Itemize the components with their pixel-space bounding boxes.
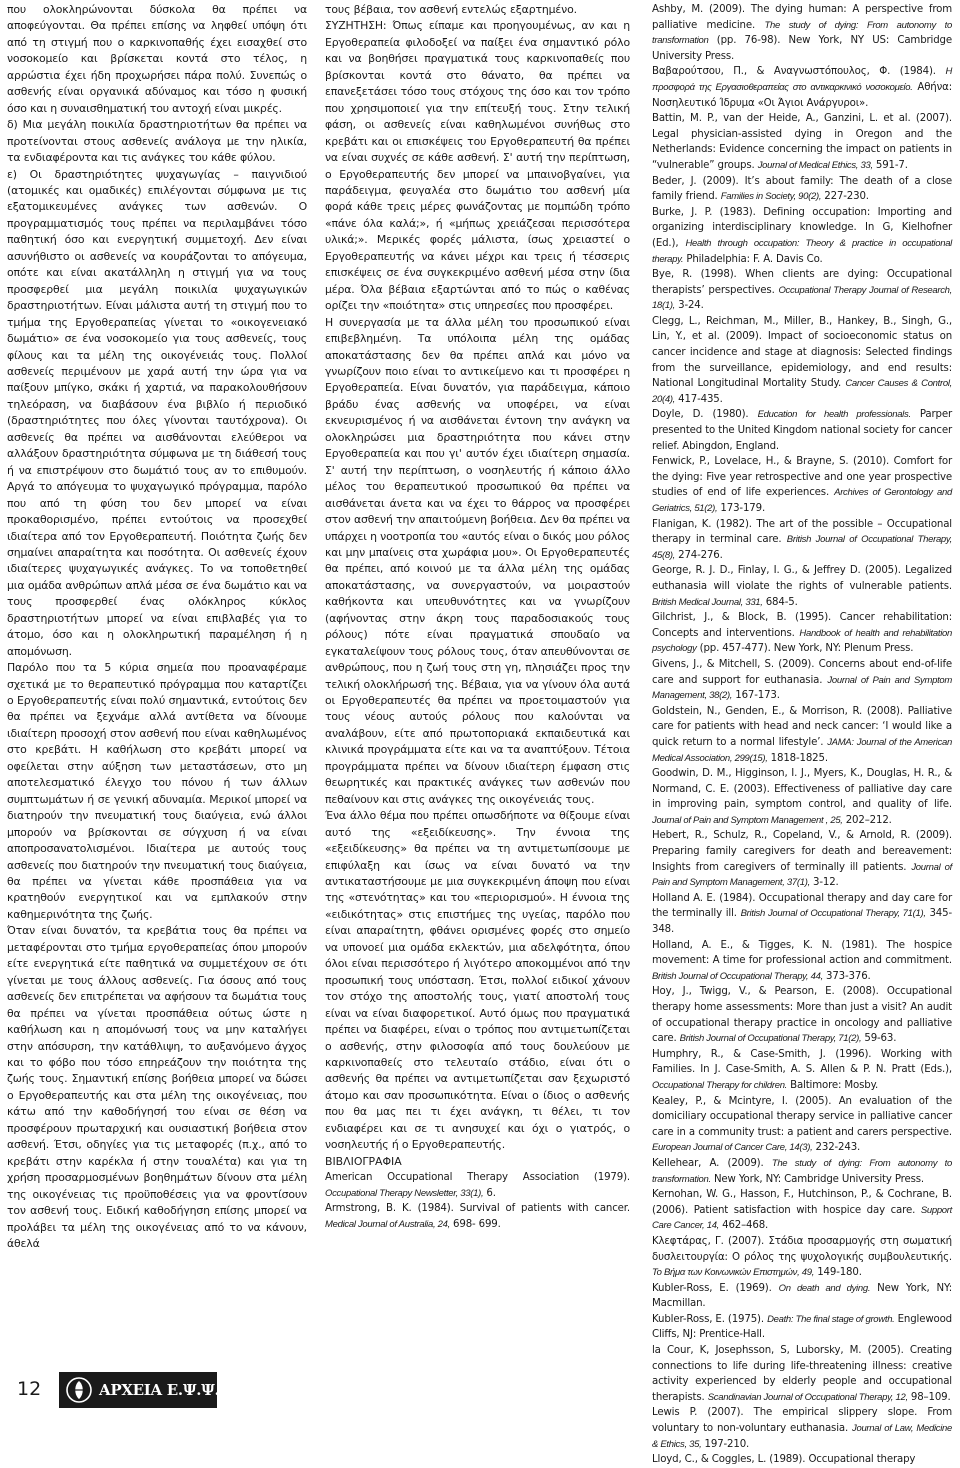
reference-text: Kernohan, W. G., Hasson, F., Hutchinson, P., & Cochrane, B. (2006). Patient satisfaction with hospice day care. (652, 1189, 952, 1216)
reference-entry (652, 454, 952, 516)
reference-entry (652, 1047, 952, 1094)
reference-source: British Journal of Occupational Therapy, 71(1), (740, 908, 926, 920)
reference-entry (652, 1281, 952, 1312)
reference-entry (652, 174, 952, 205)
reference-text: Ashby, M. (2009). The dying human: A perspective from palliative medicine. (652, 4, 952, 31)
page-number: 12 (17, 1378, 42, 1400)
reference-entry (652, 517, 952, 564)
reference-entry (652, 610, 952, 657)
reference-text-tail: 59-63. (861, 1033, 897, 1045)
reference-text: Kubler-Ross, E. (1969). (652, 1282, 779, 1294)
reference-text: Humphry, R., & Case-Smith, J. (1996). Working with Families. In J. Case-Smith, A. S. Allen & P. N. Pratt (Eds.), (652, 1048, 952, 1076)
reference-entry (652, 2, 952, 64)
body-paragraph: Όταν είναι δυνατόν, τα κρεβάτια τους θα πρέπει να μεταφέρονται στο τμήμα εργοθεραπείας όπου μπορούν είτε ενεργητικά είτε παθητικά να συμμετέχουν σε ότι γίνεται με τους άλλους ασθενείς. Για όσους από τους ασθενείς δεν επιτρέπεται να αφήσουν τα δωμάτια τους θα πρέπει να γίνεται προσπάθεια ούτως ώστε η καθήλωση και η απομόνωσή τους να μην καταλήγει στην απόσυρση, την κατάθλιψη, το αυξανόμενο άγχος και το φόβο που τόσο επηρεάζουν την ποιότητα της ζωής τους. Σημαντική επίσης βοήθεια μπορεί να δώσει ο Εργοθεραπευτής και στα μέλη της οικογένειας, που κάτω από την καθοδήγησή του είναι σε θέση να προσφέρουν πρωταρχική και ουσιαστική βοήθεια στον ασθενή. Έτσι, οδηγίες για τις μεταφορές (π.χ., από το κρεβάτι στην καρέκλα ή στην τουαλέτα) και για τη χρήση προσαρμοσμένων βοηθημάτων δίνουν στα μέλη της οικογένειας τις προϋποθέσεις για να φροντίσουν τον ασθενή τους. Ειδική καθοδήγηση επίσης μπορεί να προλάβει τα μέλη της οικογένειας από το να κάνουν, άθελά (7, 924, 307, 1250)
reference-text-tail: (pp. 457-477). New York, NY: Plenum Press. (696, 643, 914, 655)
reference-entry (652, 1234, 952, 1281)
reference-source: Journal of Pain and Symptom Management, 38(2), (652, 674, 953, 702)
reference-source: Η προσφορά της Εργασιοθεραπείας στο αντικαρκινικό νοσοκομείο. (652, 66, 952, 93)
reference-text-tail: 373-376. (822, 970, 871, 982)
reference-source: Journal of Pain and Symptom Management , 25, (652, 814, 843, 826)
reference-text-tail: 6. (483, 1187, 496, 1199)
page-footer (7, 1372, 327, 1408)
body-paragraph: ε) Οι δραστηριότητες ψυχαγωγίας – παιγνιδιού (ατομικές και ομαδικές) επιλέγονται σύμφωνα με τις εξατομικευμένες ανάγκες των ασθενών. Ο προγραμματισμός τους πρέπει να περιλαμβάνει τόσο παθητική όσο και ενεργητική συμμετοχή. Δεν είναι ασυνήθιστο οι ασθενείς να κουράζονται το απόγευμα, οπότε και είναι ακατάλληλη η στιγμή για να τους προσφερθεί μια μεγάλη ποικιλία ψυχαγωγικών δραστηριοτήτων. Είναι μάλιστα αυτή τη στιγμή που το τμήμα της Εργοθεραπείας γίνεται το «οικογενειακό δωμάτιο» σε ένα νοσοκομείο για τους ασθενείς, τους φίλους και τα μέλη της οικογένειάς τους. Πολλοί ασθενείς περιμένουν με χαρά αυτή την ώρα για να παίξουν μπίγκο, σκάκι ή χαρτιά, να παρακολουθήσουν τηλεόραση, να διαβάσουν ένα βιβλίο ή περιοδικό (δραστηριότητες που όλες γίνονται ταυτόχρονα). Οι ασθενείς θα πρέπει να αισθάνονται ελεύθεροι να αλλάξουν δραστηριότητα σύμφωνα με τη διάθεσή τους ή να επιστρέψουν στο δωμάτιό τους αν το επιθυμούν. Αργά το απόγευμα το ψυχαγωγικό πρόγραμμα, παρόλο που από τη φύση του δεν μπορεί να είναι προκαθορισμένο, πρέπει εντούτοις να προσεχθεί ιδιαίτερα από τον Εργοθεραπευτή. Ποιότητα ζωής δεν σημαίνει απαραίτητα και ποσότητα. Οι ασθενείς έχουν ιδιαίτερες ψυχαγωγικές ανάγκες. Το να τοποθετηθεί μια ομάδα ανθρώπων απλά μέσα σε ένα δωμάτιο και να τους προσφερθεί ένας ολόκληρος κύκλος δραστηριοτήτων μπορεί να είναι επιβλαβές για το άτομο, όσο και η ολοκληρωτική παραμέληση ή η απομόνωση. (7, 167, 307, 658)
reference-source: On death and dying. (778, 1282, 871, 1294)
reference-text-tail: 202–212. (842, 814, 892, 826)
reference-text-tail: Philadelphia: F. A. Davis Co. (683, 253, 823, 265)
reference-source: Death: The final stage of growth. (767, 1313, 895, 1325)
reference-text-tail: Parper presented to the United Kingdom national society for cancer relief. Abingdon, England. (652, 409, 953, 452)
reference-entry (652, 1312, 952, 1343)
journal-emblem-icon (65, 1376, 93, 1404)
reference-entry (652, 1343, 952, 1405)
reference-text-tail: 684-5. (762, 596, 798, 608)
reference-entry (325, 1170, 630, 1201)
body-paragraph: Η συνεργασία με τα άλλα μέλη του προσωπικού είναι επιβεβλημένη. Τα υπόλοιπα μέλη της ομάδας αποκατάστασης δεν θα πρέπει απλά και μόνο να γνωρίζουν ποιο είναι το αντικείμενο και τι προσφέρει η Εργοθεραπεία. Είναι δυνατόν, για παράδειγμα, κάποιο βράδυ ένας ασθενής να υποφέρει, να είναι εκνευρισμένος ή να αισθάνεται έντονη την ανάγκη να ολοκληρώσει μια δραστηριότητα που κάνει στην Εργοθεραπεία και που γι' αυτόν έχει ιδιαίτερη σημασία. Σ' αυτή την περίπτωση, ο νοσηλευτής ή κάποιο άλλο μέλος του θεραπευτικού προσωπικού θα πρέπει να αισθάνεται άνετα και να έχει το θάρρος να προσφέρει στον ασθενή την απαιτούμενη βοήθεια. Δεν θα πρέπει να υπάρχει η νοοτροπία του «αυτός είναι ο δικός μου ρόλος και μην μπαίνεις στα χωράφια μου». Οι Εργοθεραπευτές θα πρέπει, από κοινού με τα άλλα μέλη της ομάδας αποκατάστασης, να συνεργαστούν, να μοιραστούν καθήκοντα και υπευθυνότητες και να γνωρίζουν (αφήνοντας στην άκρη τους παραδοσιακούς τους ρόλους) πότε είναι πραγματικά σπουδαίο να εγκαταλείψουν τους ρόλους τους, όταν απευθύνονται σε ανθρώπους, που η ζωή τους στη γη, πλησιάζει προς την τελική ολοκλήρωσή της. Βέβαια, για να γίνουν όλα αυτά οι Εργοθεραπευτές θα πρέπει να προετοιμαστούν για τους νέους αυτούς ρόλους που καλούνται να αναλάβουν, είτε από πρωτοποριακά εκπαιδευτικά και κλινικά προγράμματα είτε και να τα αναπτύξουν. Τέτοια προγράμματα πρέπει να δίνουν ιδιαίτερη έμφαση στις θεωρητικές και πρακτικές ανάγκες των ασθενών που πεθαίνουν και στις ανάγκες της οικογένειάς τους. (325, 315, 630, 806)
body-paragraph: Παρόλο που τα 5 κύρια σημεία που προαναφέραμε σχετικά με το θεραπευτικό πρόγραμμα που καταρτίζει ο Εργοθεραπευτής είναι πολύ σημαντικά, εντούτοις δεν θα πρέπει να ξεχνάμε αλλά αντίθετα να δίνουμε ιδιαίτερη προσοχή στον ασθενή που είναι καθηλωμένος στο κρεβάτι. Η καθήλωση στο κρεβάτι μπορεί να οφείλεται στην αύξηση των μεταστάσεων, στο μη αποτελεσματικό έλεγχο του πόνου ή των άλλων συμπτωμάτων ή σε γενική αδυναμία. Μερικοί μπορεί να διατηρούν την πνευματική τους διαύγεια, ενώ άλλοι μπορούν να βρίσκονται σε σύγχυση ή να είναι αποπροσανατολισμένοι. Ιδιαίτερα με αυτούς τους ασθενείς που διατηρούν την πνευματική τους διαύγεια, θα πρέπει να γίνεται κάθε προσπάθεια για να κρατηθούν ενεργητικοί και να εμπλακούν στην καθημερινότητα της ζωής. (7, 661, 307, 921)
reference-source: Scandinavian Journal of Occupational Therapy, 12, (707, 1391, 908, 1403)
bibliography-heading: ΒΙΒΛΙΟΓΡΑΦΙΑ (325, 1154, 402, 1168)
reference-text-tail: 227-230. (821, 191, 869, 203)
column-2 (325, 2, 630, 1387)
reference-text: American Occupational Therapy Association (1979). (325, 1172, 630, 1184)
reference-source: Medical Journal of Australia, 24, (325, 1218, 450, 1230)
reference-source: Occupational Therapy Newsletter, 33(1), (325, 1187, 484, 1199)
reference-text-tail: 274-276. (675, 549, 723, 561)
reference-entry (652, 1094, 952, 1156)
reference-source: Archives of Gerontology and Geriatrics, 51(2), (652, 487, 952, 514)
body-paragraph: Ένα άλλο θέμα που πρέπει οπωσδήποτε να θίξουμε είναι αυτό της «εξειδίκευσης». Την έννοια της «εξειδίκευσης» θα πρέπει να τη αντιμετωπίσουμε με επιφύλαξη και ίσως να είναι δυνατό να την αντικαταστήσουμε με μια συγκεκριμένη άποψη που είναι της «στενότητας» και του «περιορισμού». Η έννοια της «ειδικότητας» στις επιστήμες της υγείας, παρόλο που είναι απαραίτητη, φθάνει ορισμένες φορές στο σημείο να υπονοεί μια ομάδα εκλεκτών, μια αδελφότητα, όπου όλοι είναι περισσότερο ή λιγότερο αποκομμένοι από την προσωπική τους υπόσταση. Έτσι, πολλοί ειδικοί χάνουν τον στόχο της αποστολής τους, γιατί αποστολή τους είναι να είναι διαφορετικοί. Αυτό όμως που πραγματικά πρέπει να διαφέρει, είναι ο τρόπος που αντιμετωπίζεται ο ασθενής, στην φιλοσοφία από τους δουλεύουν με καρκινοπαθείς στο τελευταίο στάδιο, είναι ότι ο ασθενής θα πρέπει να αντιμετωπίζεται σαν ξεχωριστό άτομο και σαν προσωπικότητα. Είναι ο ίδιος ο ασθενής που θα μας πει τι έχει ανάγκη, τι θέλει, τι τον ενδιαφέρει και σε τι ανησυχεί και όχι ο γιατρός, ο νοσηλευτής ή ο Εργοθεραπευτής. (325, 809, 630, 1152)
reference-text: Kealey, P., & Mcintyre, I. (2005). An evaluation of the domiciliary occupational therapy service in palliative cancer care in a community trust: a patient and carers perspective. (652, 1095, 952, 1138)
reference-text: Beder, J. (2009). It’s about family: The death of a close family friend. (652, 175, 952, 203)
reference-text: Hoy, J., Twigg, V., & Pearson, E. (2008). Occupational therapy home assessments: More than just a visit? An audit of occupational therapy practice in oncology and palliative care. (652, 986, 952, 1045)
reference-text: Hebert, R., Schulz, R., Copeland, V., & Arnold, R. (2009). Preparing family caregivers for death and bereavement: Insights from caregivers of terminally ill patients. (652, 830, 952, 873)
reference-entry (652, 267, 952, 314)
reference-source: British Journal of Occupational Therapy, 44, (652, 970, 823, 982)
reference-text-tail: 173-179. (717, 503, 766, 514)
reference-source: British Journal of Occupational Therapy, 45(8), (652, 534, 952, 561)
reference-text: la Cour, K, Josephsson, S, Luborsky, M. (2005). Creating connections to life during life-threatening illness: creative activity experienced by elderly people and occupational therapists. (652, 1345, 952, 1403)
reference-text: Holland A. E. (1984). Occupational therapy and day care for the terminally ill. (652, 892, 952, 920)
reference-text: Clegg, L., Reichman, M., Miller, B., Hankey, B., Singh, G., Lin, Y., et al. (2009). Impact of socioeconomic status on cancer incidence and stage at diagnosis: Selected findings from the surveillance, epidemiology, and end results: National Longitudinal Mortality Study. (652, 315, 952, 390)
reference-text-tail: 98–109. (907, 1391, 951, 1403)
reference-source: Health through occupation: Theory & practice in occupational therapy. (652, 237, 952, 265)
reference-source: Support Care Cancer, 14, (652, 1204, 952, 1232)
reference-text-tail: 3-24. (675, 300, 704, 312)
reference-text: Battin, M. P., van der Heide, A., Ganzini, L. et al. (2007). Legal physician-assisted dying in Oregon and the Netherlands: Evidence concerning the impact on patients in “vulnerable” groups. (652, 113, 952, 171)
reference-entry (652, 1452, 952, 1468)
reference-text-tail: 462–468. (719, 1220, 769, 1232)
reference-text: Doyle, D. (1980). (652, 409, 758, 421)
reference-text: Armstrong, B. K. (1984). Survival of patients with cancer. (325, 1203, 630, 1215)
reference-text-tail: 345-348. (652, 908, 952, 936)
reference-entry (652, 891, 952, 938)
reference-entry (652, 1405, 952, 1452)
reference-entry (652, 407, 952, 454)
reference-source: Journal of Pain and Symptom Management, 37(1), (652, 861, 952, 889)
reference-text-tail: 232-243. (812, 1142, 861, 1154)
reference-entry (652, 828, 952, 890)
reference-text: Κλεφτάρας, Γ. (2007). Στάδια προσαρμογής στη σωματική δυσλειτουργία: Ο ρόλος της ψυχολογικής συμβουλευτικής. (652, 1235, 952, 1263)
reference-source: JAMA: Journal of the American Medical Association, 299(15), (652, 736, 952, 764)
journal-logo (59, 1372, 255, 1408)
reference-text-tail: 1818-1825. (767, 752, 828, 764)
reference-entry (652, 314, 952, 408)
reference-source: Handbook of health and rehabilitation psychology (652, 627, 952, 655)
column-1 (7, 2, 307, 1357)
reference-text-tail: Αθήνα: Νοσηλευτικό Ίδρυμα «Οι Άγιοι Ανάργυροι». (652, 81, 952, 109)
reference-text-tail: Englewood Cliffs, NJ: Prentice-Hall. (652, 1313, 952, 1341)
reference-source: Journal of Law, Medicine & Ethics, 35, (652, 1423, 952, 1450)
reference-text: Flanigan, K. (1982). The art of the possible – Occupational therapy in terminal care. (652, 518, 952, 546)
reference-source: Education for health professionals. (757, 409, 911, 421)
reference-text-tail: 3-12. (809, 877, 839, 889)
reference-entry (652, 704, 952, 766)
reference-text: Burke, J. P. (1983). Defining occupation: Importing and organizing interdisciplinary knowledge. In G, Kielhofner (Ed.), (652, 206, 952, 249)
reference-entry (652, 938, 952, 985)
reference-text: Kellehear, A. (2009). (652, 1157, 772, 1169)
reference-text: Lloyd, C., & Coggles, L. (1989). Occupational therapy (652, 1454, 916, 1466)
reference-entry (652, 563, 952, 610)
reference-text-tail: 149-180. (814, 1267, 862, 1279)
reference-source: British Medical Journal, 331, (652, 596, 763, 608)
reference-text: Bye, R. (1998). When clients are dying: Occupational therapists’ perspectives. (652, 269, 952, 296)
reference-entry (652, 205, 952, 267)
reference-text: Givens, J., & Mitchell, S. (2009). Concerns about end-of-life care and support for euthanasia. (652, 658, 952, 686)
reference-text: Goldstein, N., Genden, E., & Morrison, R. (2008). Palliative care for patients with head and neck cancer: ‘I would like a quick return to a normal lifestyle’. (652, 705, 952, 748)
reference-source: Occupational Therapy Journal of Research, 18(1), (652, 284, 953, 312)
reference-entry (652, 111, 952, 173)
reference-text: Kubler-Ross, E. (1975). (652, 1313, 768, 1325)
reference-text-tail: 417-435. (675, 393, 723, 405)
reference-text-tail: 591-7. (872, 159, 908, 171)
body-paragraph: τους βέβαια, τον ασθενή εντελώς εξαρτημένο. (325, 3, 577, 16)
reference-source: European Journal of Cancer Care, 14(3), (652, 1142, 813, 1154)
reference-source: Cancer Causes & Control, 20(4), (652, 378, 952, 405)
reference-entry (652, 64, 952, 111)
reference-entry (325, 1201, 630, 1232)
reference-entry (652, 657, 952, 704)
reference-text: George, R. J. D., Finlay, I. G., & Jeffrey D. (2005). Legalized euthanasia will violate the rights of vulnerable patients. (652, 565, 952, 592)
reference-entry (652, 984, 952, 1046)
reference-text-tail: New York, NY: Macmillan. (652, 1282, 952, 1310)
reference-text: Lewis P. (2007). The empirical slippery slope. From voluntary to non-voluntary euthanasia. (652, 1407, 952, 1435)
reference-text: Holland, A. E., & Tigges, K. N. (1981). The hospice movement: A time for professional action and commitment. (652, 939, 952, 967)
journal-name: ΑΡΧΕΙΑ Ε.Ψ.Ψ.Ε.Π. (99, 1381, 255, 1399)
reference-text-tail: (pp. 76-98). New York, NY US: Cambridge University Press. (652, 35, 952, 62)
reference-source: The study of dying: From autonomy to transformation (652, 19, 952, 47)
reference-text: Goodwin, D. M., Higginson, I. J., Myers, K., Douglas, H. R., & Normand, C. E. (2003). Effectiveness of palliative day care in improving pain, symptom control, and quality of life. (652, 768, 952, 811)
reference-source: Families in Society, 90(2), (720, 191, 822, 203)
reference-text-tail: Baltimore: Mosby. (787, 1079, 879, 1091)
reference-source: British Journal of Occupational Therapy, 71(2), (679, 1033, 862, 1045)
reference-source: Journal of Medical Ethics, 33, (757, 159, 873, 171)
reference-text: Βαβαρούτσου, Π., & Αναγνωστόπουλος, Φ. (1984). (652, 66, 946, 78)
reference-source: Occupational Therapy for children. (652, 1079, 788, 1091)
reference-entry (652, 1156, 952, 1187)
reference-text-tail: New York, NY: Cambridge University Press. (710, 1173, 924, 1185)
reference-text: Gilchrist, J., & Block, B. (1995). Cancer rehabilitation: Concepts and interventions. (652, 612, 952, 639)
column-3 (652, 2, 953, 1466)
reference-text-tail: 698- 699. (449, 1218, 501, 1230)
body-paragraph: ΣΥΖΗΤΗΣΗ: Όπως είπαμε και προηγουμένως, αν και η Εργοθεραπεία φιλοδοξεί να παίξει ένα σημαντικό ρόλο και να βοηθήσει πραγματικά τους καρκινοπαθείς που βρίσκονται κοντά στο θάνατο, θα πρέπει να επανεξετάσει τόσο τους στόχους της όσο και τον τρόπο που χρησιμοποιεί για την επίτευξή τους. Στην τελική φάση, οι ασθενείς είναι καθηλωμένοι συνήθως στο κρεβάτι και οι επισκέψεις του Εργοθεραπευτή θα πρέπει να είναι συχνές σε κάθε ασθενή. Σ' αυτή την περίπτωση, ο Εργοθεραπευτής δεν μπορεί να μπαινοβγαίνει, για παράδειγμα, φευγαλέα στο δωμάτιο του ασθενή μία φορά κάθε τρεις μέρες φωνάζοντας με πομπώδη τρόπο «πάνε όλα καλά;», ή «μήπως χρειάζεσαι περισσότερα υλικά;». Μερικές φορές μάλιστα, ίσως χρειαστεί ο Εργοθεραπευτής να κάνει μέχρι και τρεις ή τέσσερις επισκέψεις σε ένα συγκεκριμένο ασθενή μέσα στην ίδια μέρα. Όλα βέβαια εξαρτώνται από το πώς ο καθένας ορίζει την «ποιότητα» στις υπηρεσίες που προσφέρει. (325, 19, 630, 313)
reference-text-tail: 167-173. (732, 690, 780, 702)
reference-entry (652, 1187, 952, 1234)
reference-source: The study of dying: From autonomy to transformation. (652, 1157, 952, 1185)
reference-entry (652, 766, 952, 828)
reference-source: Το Βήμα των Κοινωνικών Επιστημών, 49, (652, 1267, 815, 1279)
reference-text-tail: 197-210. (701, 1438, 750, 1450)
body-paragraph: που ολοκληρώνονται δύσκολα θα πρέπει να αποφεύγονται. Θα πρέπει επίσης να ληφθεί υπόψη ότι από τη στιγμή που ο καρκινοπαθής έχει εισαχθεί στο νοσοκομείο και βρίσκεται κοντά στο τέλος, η αρρώστια έχει ήδη προχωρήσει πάρα πολύ. Συνεπώς ο ασθενής είναι οργανικά αδύναμος και τόσο η φυσική όσο και η συναισθηματική του αντοχή είναι μικρές. (7, 3, 307, 115)
reference-text: Fenwick, P., Lovelace, H., & Brayne, S. (2010). Comfort for the dying: Five year retrospective and one year prospective studies of end of life experiences. (652, 456, 952, 499)
body-paragraph: δ) Μια μεγάλη ποικιλία δραστηριοτήτων θα πρέπει να προτείνονται στους ασθενείς ανάλογα με την ηλικία, τα ενδιαφέροντα και τις ανάγκες του κάθε φύλου. (7, 118, 307, 165)
